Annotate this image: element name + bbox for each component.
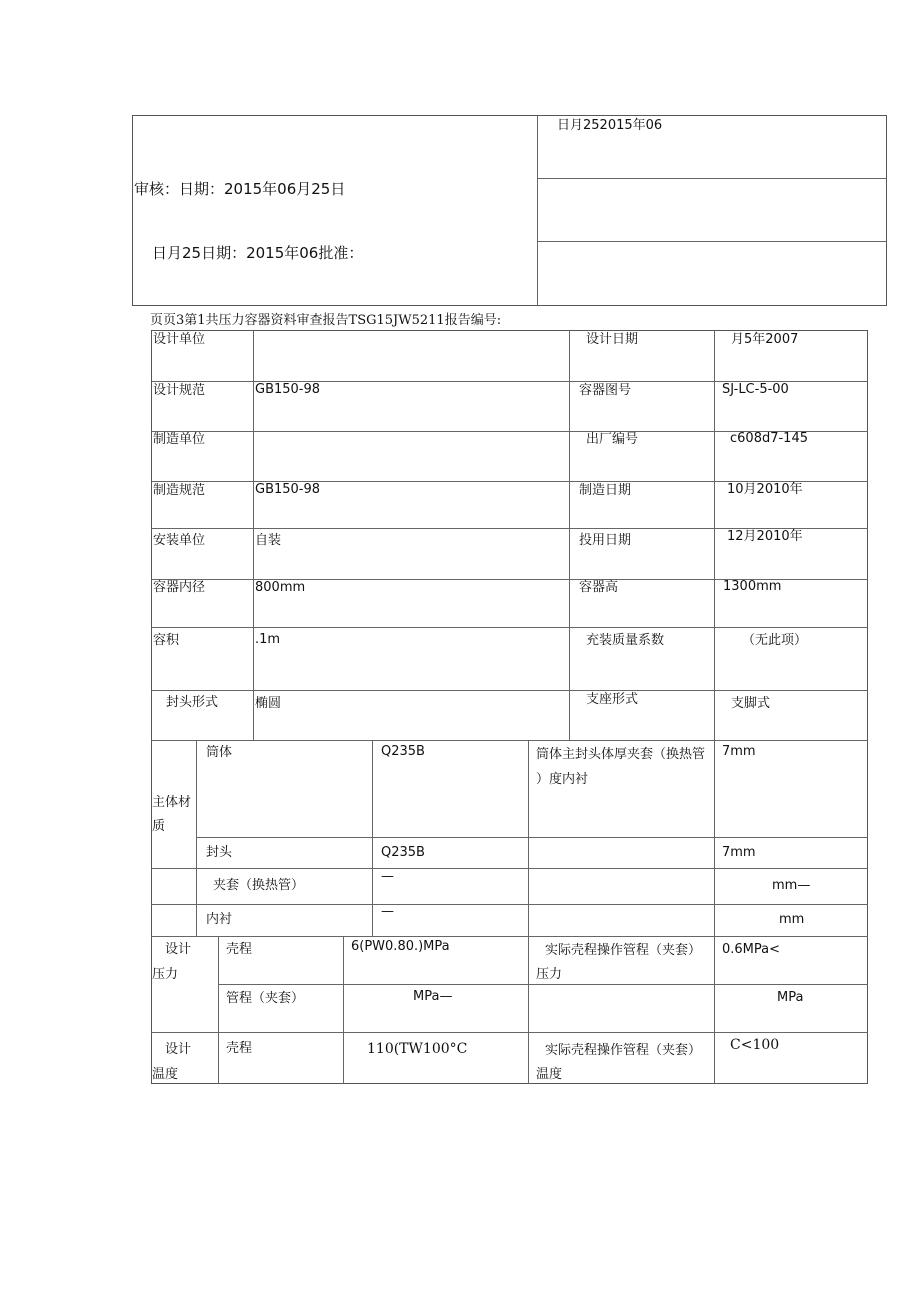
install-unit-value: 自装 (255, 533, 282, 548)
table-rule (151, 1032, 868, 1033)
tube-pressure-label: 管程（夹套） (226, 991, 305, 1006)
lining-material-value: — (381, 904, 394, 919)
head-material-value: Q235B (381, 845, 425, 860)
head-type-value: 椭圆 (255, 696, 282, 711)
jacket-material-value: — (381, 869, 394, 884)
tube-pressure-value: MPa— (413, 989, 453, 1004)
tube-actual-pressure-value: MPa (777, 990, 804, 1005)
manufacture-date-label: 制造日期 (579, 483, 632, 498)
head-type-label: 封头形式 (166, 695, 219, 710)
inner-diameter-label: 容器内径 (153, 580, 206, 595)
table-rule (528, 936, 529, 1084)
design-temp-label-2: 温度 (152, 1067, 179, 1082)
table-rule (196, 837, 868, 838)
thickness-header-line1: 筒体主封头体厚夹套（换热管 (536, 747, 706, 762)
commission-date-value: 12月2010年 (727, 529, 803, 544)
table-rule (151, 904, 868, 905)
design-pressure-label-1: 设计 (165, 942, 192, 957)
jacket-part-label: 夹套（换热管） (213, 878, 305, 893)
head-part-label: 封头 (206, 845, 233, 860)
approval-divider (537, 115, 538, 306)
review-text: 审核：日期：2015年06月25日 (134, 180, 346, 198)
table-rule (151, 936, 868, 937)
actual-pressure-value: 0.6MPa< (722, 942, 781, 957)
approve-text: 日月25日期：2015年06批准： (152, 244, 364, 262)
design-unit-label: 设计单位 (153, 332, 206, 347)
actual-temp-value: C<100 (730, 1037, 780, 1053)
table-rule (151, 868, 868, 869)
shell-thickness-value: 7mm (722, 744, 756, 759)
design-date-value: 月5年2007 (731, 332, 799, 347)
shell-temp-label: 壳程 (226, 1041, 253, 1056)
approval-date-text: 日月252015年06 (557, 118, 663, 133)
table-rule (218, 936, 219, 1084)
table-rule (714, 936, 715, 1084)
design-code-value: GB150-98 (255, 382, 321, 397)
table-rule (714, 330, 715, 740)
manufacturer-label: 制造单位 (153, 432, 206, 447)
table-rule (372, 740, 373, 936)
vessel-height-value: 1300mm (723, 579, 782, 594)
table-rule (151, 690, 868, 691)
design-date-label: 设计日期 (586, 332, 639, 347)
manufacture-code-value: GB150-98 (255, 482, 321, 497)
approval-divider (537, 241, 887, 242)
shell-part-label: 筒体 (206, 745, 233, 760)
head-thickness-value: 7mm (722, 845, 756, 860)
drawing-no-value: SJ-LC-5-00 (722, 382, 789, 397)
manufacture-code-label: 制造规范 (153, 483, 206, 498)
serial-no-label: 出厂编号 (586, 432, 639, 447)
approval-divider (537, 178, 887, 179)
table-rule (196, 740, 197, 936)
approval-block (132, 115, 887, 306)
table-rule (528, 740, 529, 936)
manufacture-date-value: 10月2010年 (727, 482, 803, 497)
main-material-label-1: 主体材 (152, 795, 192, 810)
actual-temp-label-2: 温度 (536, 1067, 563, 1082)
jacket-thickness-value: mm— (772, 878, 811, 893)
fill-coefficient-label: 充装质量系数 (586, 633, 665, 648)
support-type-value: 支脚式 (731, 696, 771, 711)
report-header: 页页3第1共压力容器资料审查报告TSG15JW5211报告编号: (150, 313, 502, 328)
actual-pressure-label-1: 实际壳程操作管程（夹套） (545, 943, 702, 958)
drawing-no-label: 容器图号 (579, 383, 632, 398)
shell-pressure-value: 6(PW0.80.)MPa (351, 939, 450, 954)
table-rule (151, 627, 868, 628)
table-rule (569, 330, 570, 740)
table-rule (343, 936, 344, 1084)
table-rule (253, 330, 254, 740)
volume-value: .1m (255, 632, 281, 647)
thickness-header-line2: ）度内衬 (536, 772, 589, 787)
shell-pressure-label: 壳程 (226, 942, 253, 957)
main-material-label-2: 质 (152, 819, 166, 834)
fill-coefficient-value: （无此项） (742, 633, 808, 648)
design-pressure-label-2: 压力 (152, 967, 179, 982)
lining-part-label: 内衬 (206, 912, 233, 927)
actual-pressure-label-2: 压力 (536, 967, 563, 982)
install-unit-label: 安装单位 (153, 533, 206, 548)
table-rule (151, 740, 868, 741)
design-code-label: 设计规范 (153, 383, 206, 398)
commission-date-label: 投用日期 (579, 533, 632, 548)
design-temp-label-1: 设计 (165, 1042, 192, 1057)
shell-temp-value: 110(TW100°C (367, 1041, 468, 1057)
inner-diameter-value: 800mm (255, 580, 306, 595)
actual-temp-label-1: 实际壳程操作管程（夹套） (545, 1043, 702, 1058)
support-type-label: 支座形式 (586, 692, 639, 707)
vessel-height-label: 容器高 (579, 580, 619, 595)
serial-no-value: c608d7-145 (730, 431, 808, 446)
table-rule (714, 740, 715, 936)
lining-thickness-value: mm (779, 912, 805, 927)
volume-label: 容积 (153, 633, 180, 648)
shell-material-value: Q235B (381, 744, 425, 759)
